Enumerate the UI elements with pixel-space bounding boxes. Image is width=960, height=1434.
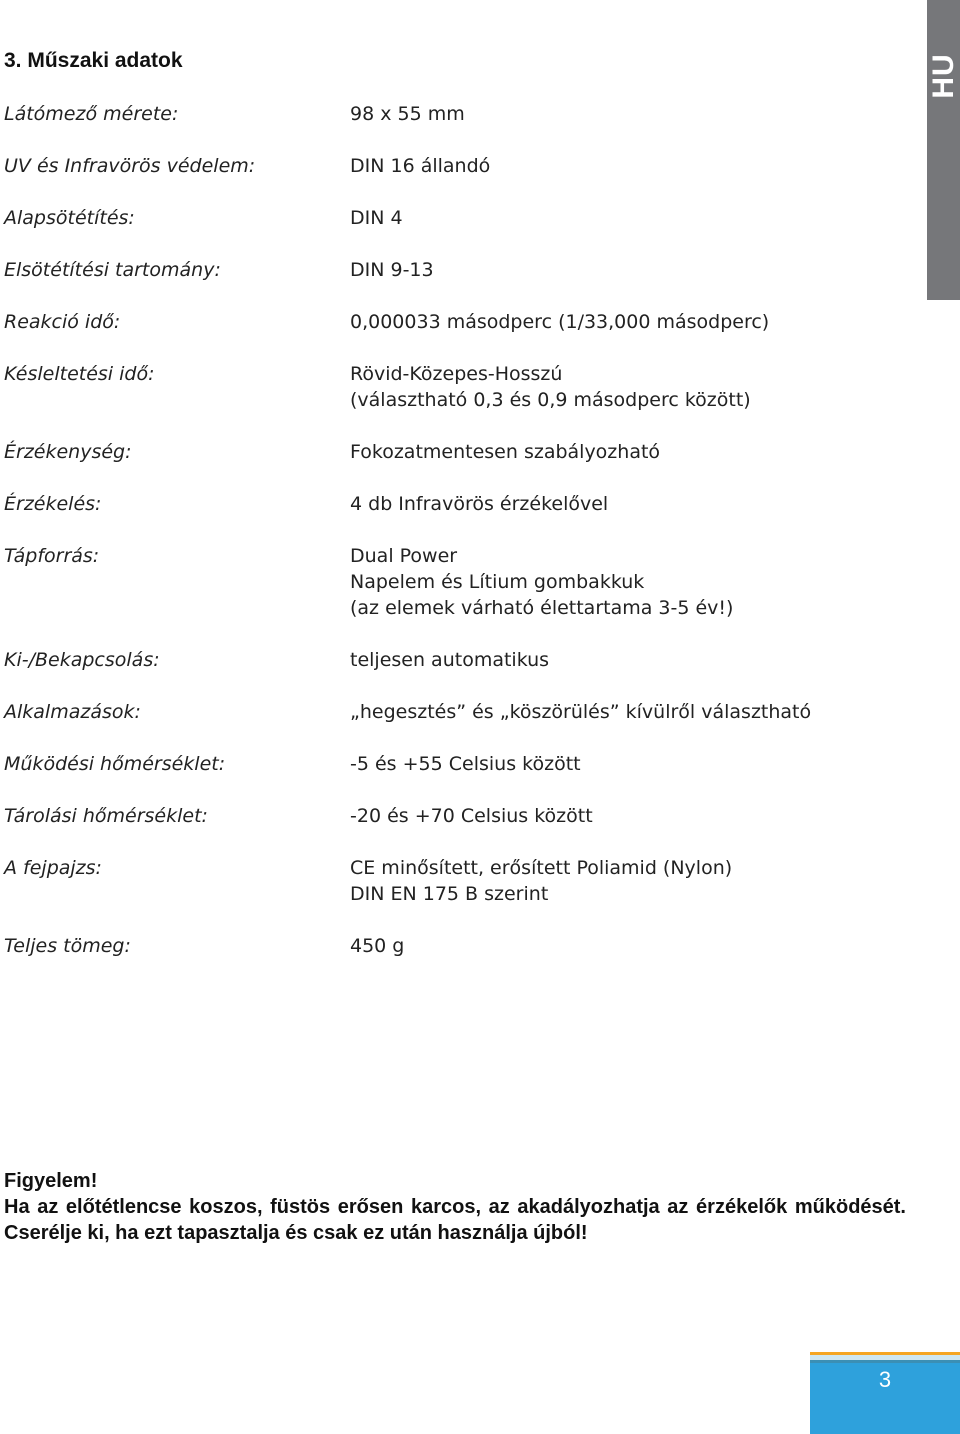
- spec-label: Teljes tömeg:: [4, 935, 131, 957]
- spec-value: [350, 153, 890, 179]
- spec-label: Érzékenység:: [4, 441, 132, 463]
- spec-value: [350, 855, 890, 907]
- spec-value-line: Napelem és Lítium gombakkuk: [350, 571, 645, 593]
- spec-value-line: Dual Power: [350, 545, 458, 567]
- spec-label: Tápforrás:: [4, 545, 100, 567]
- page-number-box: [810, 1352, 960, 1434]
- page-number: 3: [878, 1367, 892, 1392]
- spec-value-line: 98 x 55 mm: [350, 103, 465, 125]
- spec-value: [350, 491, 890, 517]
- spec-value: [350, 803, 890, 829]
- spec-value: [350, 647, 890, 673]
- spec-label: Tárolási hőmérséklet:: [4, 805, 208, 827]
- spec-value-line: DIN 4: [350, 207, 403, 229]
- spec-value: [350, 361, 890, 413]
- spec-value-line: (az elemek várható élettartama 3-5 év!): [350, 597, 734, 619]
- spec-label: UV és Infravörös védelem:: [4, 155, 256, 177]
- spec-label: Látómező mérete:: [4, 103, 179, 125]
- spec-value-line: CE minősített, erősített Poliamid (Nylon): [350, 857, 733, 879]
- spec-value: [350, 699, 890, 725]
- spec-value-line: Fokozatmentesen szabályozható: [350, 441, 661, 463]
- section-title: 3. Műszaki adatok: [4, 49, 183, 72]
- spec-value: [350, 751, 890, 777]
- spec-value: [350, 933, 890, 959]
- spec-value: [350, 257, 890, 283]
- spec-value-line: -20 és +70 Celsius között: [350, 805, 593, 827]
- spec-value: [350, 205, 890, 231]
- spec-value-line: 4 db Infravörös érzékelővel: [350, 493, 609, 515]
- spec-value-line: teljesen automatikus: [350, 649, 550, 671]
- spec-label: Érzékelés:: [4, 493, 102, 515]
- spec-label: A fejpajzs:: [4, 857, 102, 879]
- spec-value-line: Rövid-Közepes-Hosszú: [350, 363, 563, 385]
- warning-block: [4, 1168, 906, 1246]
- spec-value-line: DIN EN 175 B szerint: [350, 883, 549, 905]
- spec-label: Működési hőmérséklet:: [4, 753, 226, 775]
- spec-value: [350, 309, 890, 335]
- spec-value-line: 0,000033 másodperc (1/33,000 másodperc): [350, 311, 770, 333]
- spec-value-line: „hegesztés” és „köszörülés” kívülről választható: [350, 701, 812, 723]
- spec-label: Alapsötétítés:: [4, 207, 135, 229]
- spec-label: Reakció idő:: [4, 311, 121, 333]
- spec-value-line: DIN 16 állandó: [350, 155, 491, 177]
- spec-value-line: -5 és +55 Celsius között: [350, 753, 581, 775]
- spec-value-line: 450 g: [350, 935, 405, 957]
- spec-label: Késleltetési idő:: [4, 363, 155, 385]
- language-code: HU: [926, 53, 960, 99]
- footer-stripe: [810, 1360, 960, 1363]
- warning-text: Ha az előtétlencse koszos, füstös erősen karcos, az akadályozhatja az érzékelők működését. Cserélje ki, ha ezt tapasztalja és csak ez után használja újból!: [4, 1196, 906, 1244]
- language-tab: [927, 0, 960, 300]
- spec-value: [350, 543, 890, 621]
- spec-label: Alkalmazások:: [4, 701, 141, 723]
- warning-heading: Figyelem!: [4, 1170, 98, 1192]
- spec-value: [350, 439, 890, 465]
- spec-label: Ki-/Bekapcsolás:: [4, 649, 160, 671]
- spec-value-line: (választható 0,3 és 0,9 másodperc között): [350, 389, 751, 411]
- spec-value-line: DIN 9-13: [350, 259, 434, 281]
- spec-value: [350, 101, 890, 127]
- spec-label: Elsötétítési tartomány:: [4, 259, 221, 281]
